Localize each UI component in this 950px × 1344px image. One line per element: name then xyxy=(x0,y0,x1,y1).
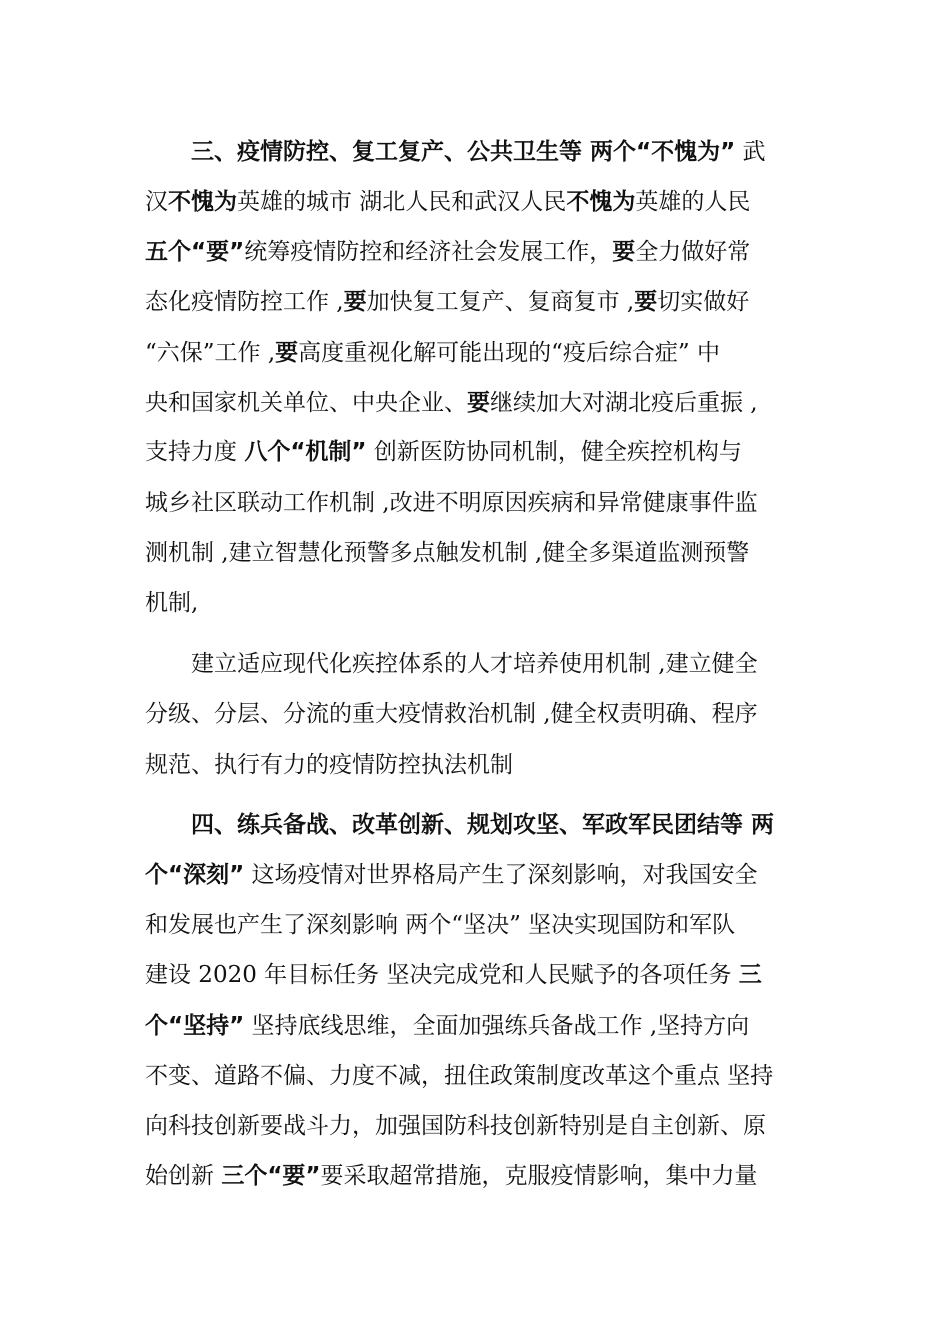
bold-text: 个“深刻” xyxy=(145,862,245,888)
body-line xyxy=(145,237,805,267)
text-span: 城乡社区联动工作机制 ,改进不明原因疾病和异常健康事件监 xyxy=(145,490,758,516)
bold-text: 三、疫情防控、复工复产、公共卫生等 两个“不愧为” xyxy=(145,139,736,165)
bold-text: 五个“要” xyxy=(145,239,245,265)
paragraph-line xyxy=(145,649,805,679)
text-span: 英雄的人民 xyxy=(635,189,751,215)
text-span: 机制, xyxy=(145,590,199,616)
body-line xyxy=(145,1061,805,1091)
bold-text: 要 xyxy=(612,239,636,265)
text-span: “六保”工作 , xyxy=(145,340,276,366)
text-span: 英雄的城市 湖北人民和武汉人民 xyxy=(237,189,567,215)
bold-text: 要 xyxy=(343,289,367,315)
text-span: 和发展也产生了深刻影响 两个“坚决” 坚决实现国防和军队 xyxy=(145,912,736,938)
body-line xyxy=(145,287,805,317)
text-span: 测机制 ,建立智慧化预警多点触发机制 ,健全多渠道监测预警 xyxy=(145,540,750,566)
text-span: 向科技创新要战斗力，加强国防科技创新特别是自主创新、原 xyxy=(145,1113,766,1139)
text-span: 规范、执行有力的疫情防控执法机制 xyxy=(145,752,513,778)
text-span: 全力做好常 xyxy=(635,239,751,265)
body-line xyxy=(145,588,805,618)
section-4-heading-line xyxy=(145,810,805,840)
body-line xyxy=(145,437,805,467)
paragraph-line xyxy=(145,699,805,729)
body-line xyxy=(145,960,805,990)
text-span: 支持力度 xyxy=(145,439,245,465)
text-span: 坚持底线思维，全面加强练兵备战工作 ,坚持方向 xyxy=(244,1013,750,1039)
text-span: 分级、分层、分流的重大疫情救治机制 ,健全权责明确、程序 xyxy=(145,701,758,727)
text-span: 建立适应现代化疾控体系的人才培养使用机制 ,建立健全 xyxy=(145,651,758,677)
text-span: 建设 2020 年目标任务 坚决完成党和人民赋予的各项任务 xyxy=(145,962,739,988)
body-line xyxy=(145,338,805,368)
bold-text: 三 xyxy=(738,962,762,988)
text-span: 统筹疫情防控和经济社会发展工作， xyxy=(244,239,613,265)
bold-text: 要 xyxy=(467,390,490,416)
bold-text: 三个“要” xyxy=(221,1163,321,1189)
bold-text: 八个“机制” xyxy=(244,439,367,465)
text-span: 不变、道路不偏、力度不减，扭住政策制度改革这个重点 坚持 xyxy=(145,1063,774,1089)
bold-text: 要 xyxy=(634,289,658,315)
text-span: 态化疫情防控工作 , xyxy=(145,289,344,315)
bold-text: 个“坚持” xyxy=(145,1013,245,1039)
body-line xyxy=(145,538,805,568)
section-3-heading-line xyxy=(145,137,805,167)
text-span: 切实做好 xyxy=(657,289,750,315)
text-span: 武 xyxy=(735,139,766,165)
body-line xyxy=(145,1011,805,1041)
body-line xyxy=(145,488,805,518)
body-line xyxy=(145,910,805,940)
bold-text: 不愧为 xyxy=(168,189,237,215)
text-span: 要采取超常措施，克服疫情影响，集中力量 xyxy=(320,1163,758,1189)
text-span: 始创新 xyxy=(145,1163,222,1189)
text-span: 加快复工复产、复商复市 , xyxy=(366,289,635,315)
text-span: 汉 xyxy=(145,189,168,215)
body-line xyxy=(145,860,805,890)
body-line xyxy=(145,1161,805,1191)
text-span: 高度重视化解可能出现的“疫后综合症” 中 xyxy=(298,340,720,366)
text-span: 创新医防协同机制，健全疾控机构与 xyxy=(366,439,742,465)
bold-text: 不愧为 xyxy=(566,189,636,215)
paragraph-line xyxy=(145,750,805,780)
body-line xyxy=(145,1111,805,1141)
body-line xyxy=(145,388,805,418)
bold-text: 四、练兵备战、改革创新、规划攻坚、军政军民团结等 两 xyxy=(145,812,775,838)
text-span: 继续加大对湖北疫后重振 , xyxy=(490,390,758,416)
text-span: 央和国家机关单位、中央企业、 xyxy=(145,390,467,416)
body-line xyxy=(145,187,805,217)
bold-text: 要 xyxy=(275,340,299,366)
text-span: 这场疫情对世界格局产生了深刻影响，对我国安全 xyxy=(244,862,758,888)
